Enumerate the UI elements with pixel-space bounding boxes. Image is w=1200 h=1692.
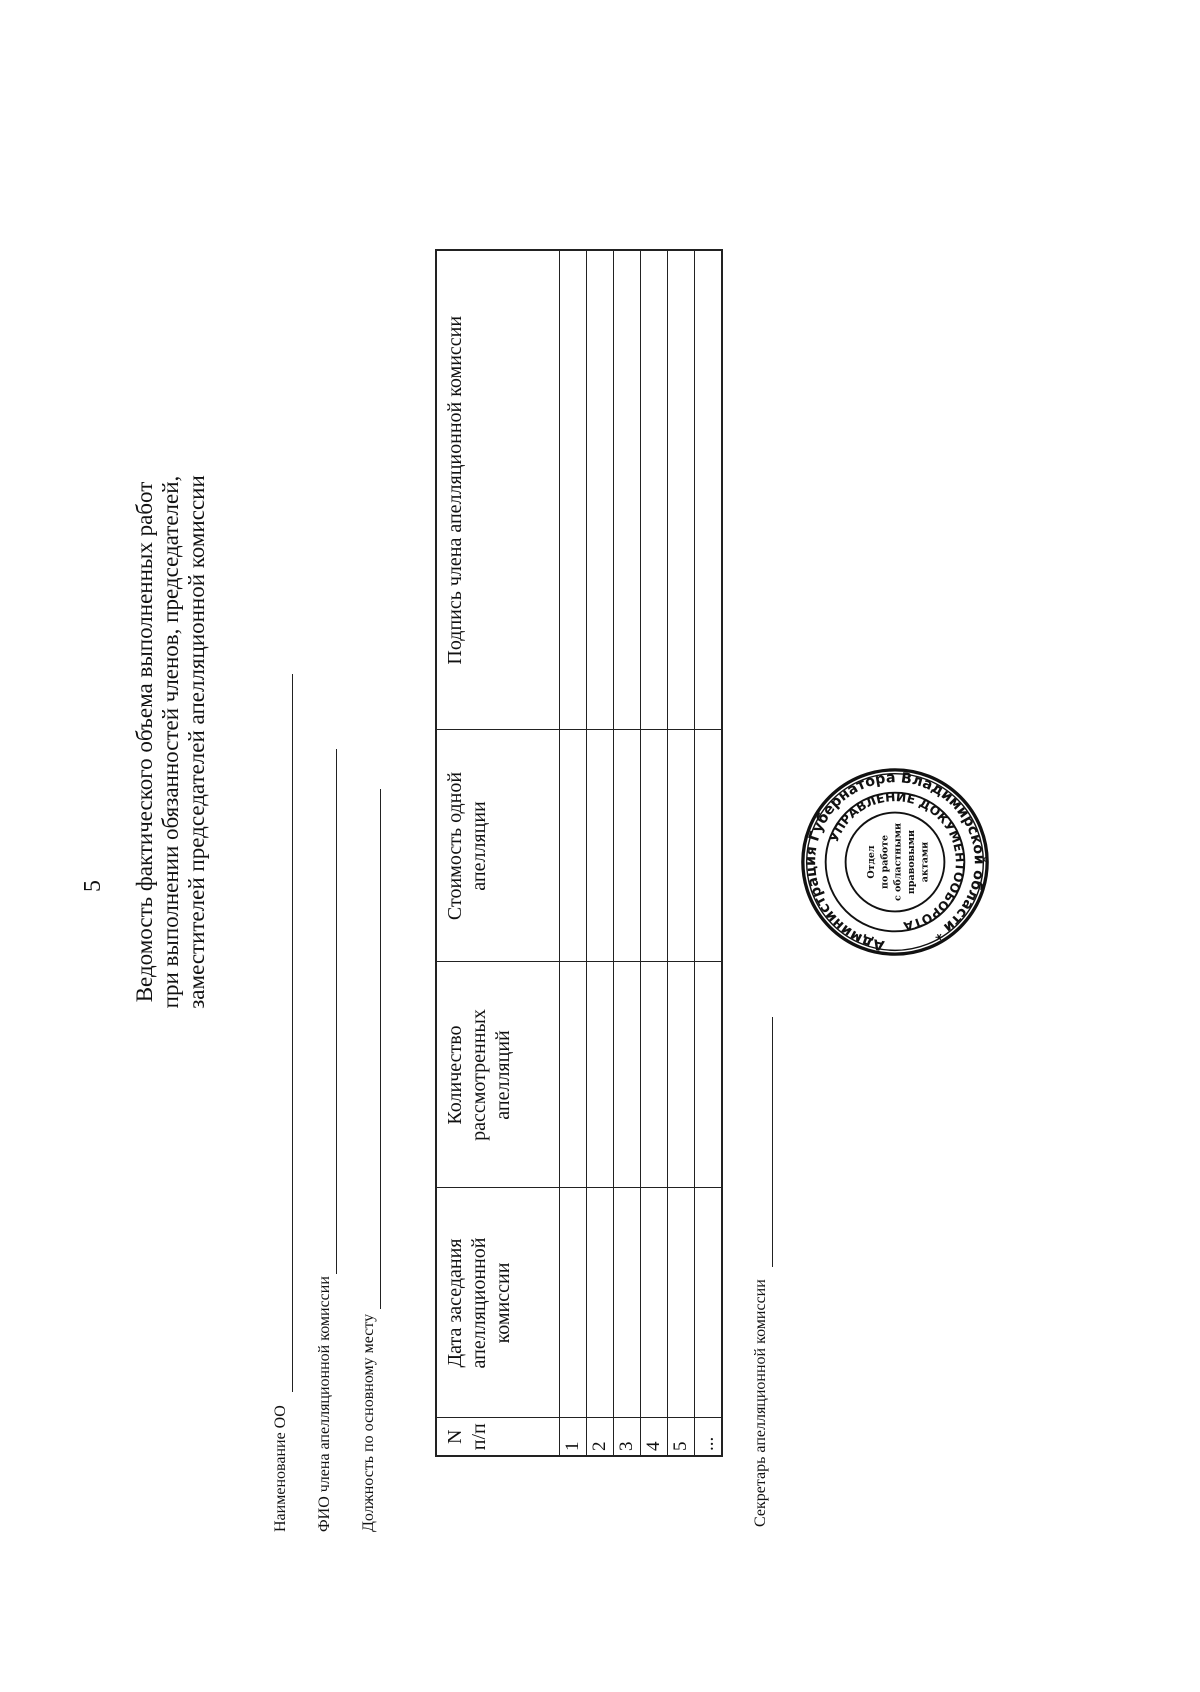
header-appeals-count	[436, 962, 560, 1188]
cell-date[interactable]	[695, 1188, 723, 1418]
work-volume-table	[435, 249, 723, 1457]
table-header-row	[436, 250, 560, 1456]
position-label: Должность по основному месту	[360, 1313, 377, 1532]
table-row	[560, 250, 587, 1456]
table-row	[695, 250, 723, 1456]
stamp-center	[866, 823, 930, 901]
organization-line[interactable]	[292, 674, 293, 1392]
header-count-line-1: Количество	[444, 1025, 466, 1125]
table-row	[587, 250, 614, 1456]
stamp-center-line-3: с областными	[892, 822, 904, 902]
cell-cost[interactable]	[614, 730, 641, 962]
header-appeal-cost	[436, 730, 560, 962]
header-date-line-2: апелляционной	[468, 1237, 490, 1369]
header-number	[436, 1418, 560, 1456]
cell-cost[interactable]	[668, 730, 695, 962]
official-stamp	[800, 767, 990, 957]
cell-date[interactable]	[560, 1188, 587, 1418]
stamp-center-line-2: по работе	[879, 835, 891, 889]
header-meeting-date	[436, 1188, 560, 1418]
header-date-line-3: комиссии	[492, 1262, 514, 1344]
stamp-inner-text: УПРАВЛЕНИЕ ДОКУМЕНТООБОРОТА	[826, 790, 967, 934]
secretary-line[interactable]	[772, 1017, 773, 1267]
cell-signature[interactable]	[614, 250, 641, 730]
cell-date[interactable]	[587, 1188, 614, 1418]
cell-count[interactable]	[587, 962, 614, 1188]
cell-date[interactable]	[641, 1188, 668, 1418]
heading-line-1: Ведомость фактического объема выполненных работ	[132, 481, 157, 1003]
cell-count[interactable]	[668, 962, 695, 1188]
header-count-line-3: апелляций	[492, 1030, 514, 1120]
table-row	[641, 250, 668, 1456]
cell-cost[interactable]	[695, 730, 723, 962]
header-date-line-1: Дата заседания	[444, 1238, 466, 1368]
form-heading	[132, 392, 210, 1092]
cell-count[interactable]	[614, 962, 641, 1188]
cell-signature[interactable]	[641, 250, 668, 730]
header-cost-line-2: апелляции	[468, 801, 490, 891]
cell-signature[interactable]	[695, 250, 723, 730]
stamp-center-line-1: Отдел	[866, 845, 878, 879]
header-signature-line-1: Подпись члена апелляционной комиссии	[444, 315, 466, 665]
row-number: ...	[695, 1418, 723, 1456]
cell-signature[interactable]	[560, 250, 587, 730]
cell-date[interactable]	[668, 1188, 695, 1418]
row-number: 4	[641, 1418, 668, 1456]
heading-line-2: при выполнении обязанностей членов, председателей,	[158, 475, 183, 1009]
header-number-line-2: п/п	[468, 1423, 490, 1451]
cell-count[interactable]	[560, 962, 587, 1188]
table-row	[668, 250, 695, 1456]
cell-signature[interactable]	[668, 250, 695, 730]
stamp-outer-text: Администрация Губернатора Владимирской области *	[803, 770, 987, 954]
cell-count[interactable]	[695, 962, 723, 1188]
cell-cost[interactable]	[641, 730, 668, 962]
position-line[interactable]	[380, 789, 381, 1309]
row-number: 2	[587, 1418, 614, 1456]
row-number: 1	[560, 1418, 587, 1456]
cell-signature[interactable]	[587, 250, 614, 730]
stamp-center-line-5: актами	[919, 841, 931, 883]
header-cost-line-1: Стоимость одной	[444, 771, 466, 921]
page-number: 5	[80, 880, 106, 892]
secretary-label: Секретарь апелляционной комиссии	[752, 1279, 769, 1527]
organization-label: Наименование ОО	[272, 1405, 289, 1532]
cell-cost[interactable]	[587, 730, 614, 962]
header-member-signature	[436, 250, 560, 730]
cell-date[interactable]	[614, 1188, 641, 1418]
header-count-line-2: рассмотренных	[468, 1009, 490, 1141]
table-row	[614, 250, 641, 1456]
cell-count[interactable]	[641, 962, 668, 1188]
member-name-label: ФИО члена апелляционной комиссии	[316, 1276, 333, 1532]
row-number: 3	[614, 1418, 641, 1456]
stamp-center-line-4: правовыми	[906, 829, 917, 895]
heading-line-3: заместителей председателей апелляционной комиссии	[184, 475, 209, 1009]
row-number: 5	[668, 1418, 695, 1456]
cell-cost[interactable]	[560, 730, 587, 962]
header-number-line-1: N	[444, 1429, 466, 1444]
member-name-line[interactable]	[336, 749, 337, 1274]
